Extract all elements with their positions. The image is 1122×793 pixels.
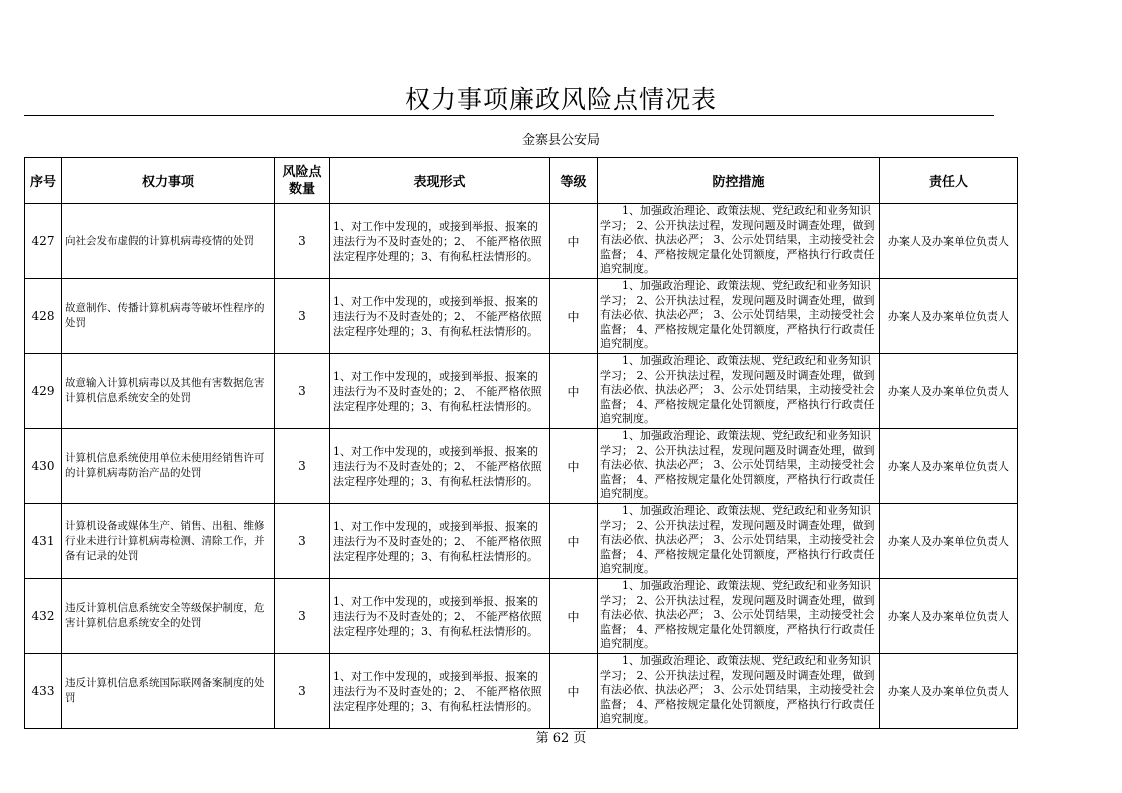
- table-row: [25, 429, 1018, 504]
- control-measures: [598, 204, 880, 279]
- title-rule: [24, 115, 994, 116]
- manifestation: 1、对工作中发现的，或接到举报、报案的违法行为不及时查处的；2、 不能严格依照法定程序处理的；3、有徇私枉法情形的。: [330, 204, 550, 279]
- manifestation: 1、对工作中发现的，或接到举报、报案的违法行为不及时查处的；2、 不能严格依照法定程序处理的；3、有徇私枉法情形的。: [330, 504, 550, 579]
- control-measures-text: 1、加强政治理论、政策法规、党纪政纪和业务知识学习； 2、公开执法过程，发现问题及时调查处理，做到有法必依、执法必严； 3、公示处罚结果，主动接受社会监督； 4、严格按规定量化处罚额度，严格执行行政责任追究制度。: [600, 504, 875, 575]
- risk-level: 中: [550, 579, 598, 654]
- table-row: [25, 354, 1018, 429]
- header-risk-count-text: 风险点数量: [282, 164, 322, 197]
- risk-level: 中: [550, 429, 598, 504]
- table-row: [25, 654, 1018, 729]
- header-item: 权力事项: [62, 158, 275, 204]
- table-header-row: [25, 158, 1018, 204]
- control-measures-text: 1、加强政治理论、政策法规、党纪政纪和业务知识学习； 2、公开执法过程，发现问题及时调查处理，做到有法必依、执法必严； 3、公示处罚结果，主动接受社会监督； 4、严格按规定量化处罚额度，严格执行行政责任追究制度。: [600, 429, 875, 500]
- table-row: [25, 204, 1018, 279]
- header-level: 等级: [550, 158, 598, 204]
- responsible-person: 办案人及办案单位负责人: [880, 429, 1018, 504]
- table-body: [25, 204, 1018, 729]
- control-measures-text: 1、加强政治理论、政策法规、党纪政纪和业务知识学习； 2、公开执法过程，发现问题及时调查处理，做到有法必依、执法必严； 3、公示处罚结果，主动接受社会监督； 4、严格按规定量化处罚额度，严格执行行政责任追究制度。: [600, 279, 875, 350]
- control-measures-text: 1、加强政治理论、政策法规、党纪政纪和业务知识学习； 2、公开执法过程，发现问题及时调查处理，做到有法必依、执法必严； 3、公示处罚结果，主动接受社会监督； 4、严格按规定量化处罚额度，严格执行行政责任追究制度。: [600, 654, 875, 725]
- control-measures: [598, 279, 880, 354]
- header-no: 序号: [25, 158, 62, 204]
- row-number: 433: [25, 654, 62, 729]
- row-number: 430: [25, 429, 62, 504]
- manifestation: 1、对工作中发现的，或接到举报、报案的违法行为不及时查处的；2、 不能严格依照法定程序处理的；3、有徇私枉法情形的。: [330, 429, 550, 504]
- power-item: 违反计算机信息系统安全等级保护制度，危害计算机信息系统安全的处罚: [62, 579, 275, 654]
- power-item: 故意输入计算机病毒以及其他有害数据危害计算机信息系统安全的处罚: [62, 354, 275, 429]
- power-item: 计算机设备或媒体生产、销售、出租、维修行业未进行计算机病毒检测、清除工作，并备有记录的处罚: [62, 504, 275, 579]
- table-row: [25, 279, 1018, 354]
- manifestation: 1、对工作中发现的，或接到举报、报案的违法行为不及时查处的；2、 不能严格依照法定程序处理的；3、有徇私枉法情形的。: [330, 579, 550, 654]
- power-item: 向社会发布虚假的计算机病毒疫情的处罚: [62, 204, 275, 279]
- control-measures-text: 1、加强政治理论、政策法规、党纪政纪和业务知识学习； 2、公开执法过程，发现问题及时调查处理，做到有法必依、执法必严； 3、公示处罚结果，主动接受社会监督； 4、严格按规定量化处罚额度，严格执行行政责任追究制度。: [600, 354, 875, 425]
- risk-level: 中: [550, 504, 598, 579]
- header-risk-count: [275, 158, 330, 204]
- risk-count: 3: [275, 279, 330, 354]
- control-measures: [598, 354, 880, 429]
- control-measures-text: 1、加强政治理论、政策法规、党纪政纪和业务知识学习； 2、公开执法过程，发现问题及时调查处理，做到有法必依、执法必严； 3、公示处罚结果，主动接受社会监督； 4、严格按规定量化处罚额度，严格执行行政责任追究制度。: [600, 204, 875, 275]
- table-row: [25, 504, 1018, 579]
- risk-level: 中: [550, 204, 598, 279]
- responsible-person: 办案人及办案单位负责人: [880, 279, 1018, 354]
- page-number: 第 62 页: [535, 731, 587, 746]
- row-number: 432: [25, 579, 62, 654]
- risk-level: 中: [550, 354, 598, 429]
- risk-count: 3: [275, 579, 330, 654]
- manifestation: 1、对工作中发现的，或接到举报、报案的违法行为不及时查处的；2、 不能严格依照法定程序处理的；3、有徇私枉法情形的。: [330, 654, 550, 729]
- header-control: 防控措施: [598, 158, 880, 204]
- manifestation: 1、对工作中发现的，或接到举报、报案的违法行为不及时查处的；2、 不能严格依照法定程序处理的；3、有徇私枉法情形的。: [330, 279, 550, 354]
- control-measures: [598, 654, 880, 729]
- risk-level: 中: [550, 654, 598, 729]
- control-measures: [598, 429, 880, 504]
- responsible-person: 办案人及办案单位负责人: [880, 204, 1018, 279]
- row-number: 428: [25, 279, 62, 354]
- page-title: 权力事项廉政风险点情况表: [404, 85, 717, 114]
- control-measures-text: 1、加强政治理论、政策法规、党纪政纪和业务知识学习； 2、公开执法过程，发现问题及时调查处理，做到有法必依、执法必严； 3、公示处罚结果，主动接受社会监督； 4、严格按规定量化处罚额度，严格执行行政责任追究制度。: [600, 579, 875, 650]
- risk-count: 3: [275, 204, 330, 279]
- department-subtitle: 金寨县公安局: [521, 133, 600, 148]
- row-number: 427: [25, 204, 62, 279]
- risk-table: [24, 157, 1018, 729]
- risk-count: 3: [275, 504, 330, 579]
- responsible-person: 办案人及办案单位负责人: [880, 504, 1018, 579]
- control-measures: [598, 504, 880, 579]
- power-item: 计算机信息系统使用单位未使用经销售许可的计算机病毒防治产品的处罚: [62, 429, 275, 504]
- power-item: 故意制作、传播计算机病毒等破坏性程序的处罚: [62, 279, 275, 354]
- control-measures: [598, 579, 880, 654]
- risk-level: 中: [550, 279, 598, 354]
- header-form: 表现形式: [330, 158, 550, 204]
- header-responsible: 责任人: [880, 158, 1018, 204]
- row-number: 431: [25, 504, 62, 579]
- responsible-person: 办案人及办案单位负责人: [880, 579, 1018, 654]
- risk-count: 3: [275, 429, 330, 504]
- table-row: [25, 579, 1018, 654]
- responsible-person: 办案人及办案单位负责人: [880, 654, 1018, 729]
- risk-count: 3: [275, 654, 330, 729]
- responsible-person: 办案人及办案单位负责人: [880, 354, 1018, 429]
- row-number: 429: [25, 354, 62, 429]
- risk-count: 3: [275, 354, 330, 429]
- manifestation: 1、对工作中发现的，或接到举报、报案的违法行为不及时查处的；2、 不能严格依照法定程序处理的；3、有徇私枉法情形的。: [330, 354, 550, 429]
- power-item: 违反计算机信息系统国际联网备案制度的处罚: [62, 654, 275, 729]
